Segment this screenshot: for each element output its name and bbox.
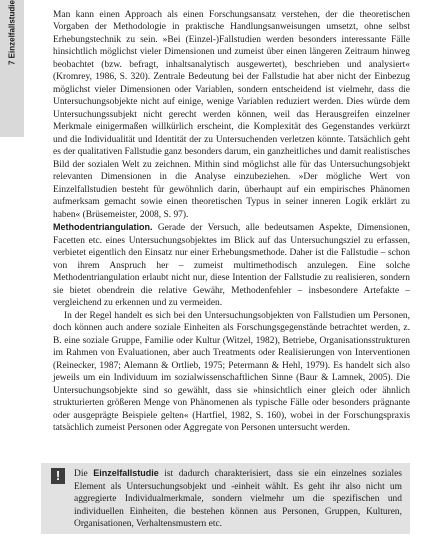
definition-box: [41, 463, 410, 534]
paragraph-untersuchungsobjekte: In der Regel handelt es sich bei den Untersuchungsobjekten von Fallstudien um Personen, doch können auch andere soziale Einheiten als Forschungsgegenstände betrachtet werden, z. B. eine soziale Gruppe, Familie oder Kultur (Witzel, 1982), Betriebe, Organisationsstrukturen im Rahmen von Evaluationen, aber auch Treatments oder Realisierungen von Interventionen (Reinecker, 1987; Alemann & Ortlieb, 1975; Petermann & Hehl, 1979). Es handelt sich also jeweils um ein Individuum im sozialwissenschaftlichen Sinne (Baur & Lamnek, 2005). Die Untersuchungsobjekte sind so gewählt, dass sie »hinsichtlich einer gleich oder ähnlich strukturierten größeren Menge von Phänomenen als typische Fälle oder besonders prägnante oder ausgeprägte Beispiele gelten« (Hartfiel, 1982, S. 160), wobei in der Forschungspraxis tatsächlich zumeist Personen oder Aggregate von Personen untersucht werden.: [53, 310, 410, 433]
paragraph-methodentriangulation: [53, 221, 410, 309]
paragraph-approach: Man kann einen Approach als einen Forschungsansatz verstehen, der die theoretischen Vorgaben der Methodologie in praktische Handlungsanweisungen umsetzt, ohne selbst Erhebungstechnik zu sein. »Bei (Einzel-)Fallstudien werden besonders interessante Fälle hinsichtlich möglichst vieler Dimensionen und zumeist über einen längeren Zeitraum hinweg beobachtet (bzw. befragt, inhaltsanalytisch ausgewertet), beschrieben und analysiert« (Kromrey, 1986, S. 320). Zentrale Bedeutung bei der Fallstudie hat aber nicht der Einbezug möglichst vieler Dimensionen oder Variablen, sondern entscheidend ist vielmehr, dass die Untersuchungsobjekte nicht auf einige, wenige Variablen reduziert werden. Dies würde dem Untersuchungssubjekt nicht gerecht werden können, weil das Herausgreifen einzelner Merkmale einigermaßen willkürlich erscheint, die Komplexität des Gegenstandes verkürzt und die Individualität und Identität der zu Untersuchenden verletzen könnte. Tatsächlich geht es der qualitativen Fallstudie ganz besonders darum, ein ganzheitliches und damit realistisches Bild der sozialen Welt zu zeichnen. Mithin sind möglichst alle für das Untersuchungsobjekt relevanten Dimensionen in die Analyse einzubeziehen. »Der mögliche Wert von Einzelfallstudien besteht für gewöhnlich darin, überhaupt auf ein empirisches Phänomen aufmerksam gemacht sowie einen theoretischen Typus in seiner inneren Logik erklärt zu haben« (Brüsemeister, 2008, S. 97).: [53, 10, 410, 220]
chapter-tab: [0, 0, 24, 137]
definition-text: [74, 467, 402, 531]
definition-term: Einzelfallstudie: [93, 468, 159, 478]
run-in-heading: Methodentriangulation.: [53, 222, 153, 233]
chapter-tab-label: 7 Einzelfallstudie: [7, 0, 17, 65]
exclamation-icon: !: [51, 468, 65, 484]
body-text: [53, 9, 410, 434]
definition-prefix: Die: [74, 469, 94, 479]
definition-body: ist dadurch charakterisiert, dass sie ein einzelnes soziales Element als Untersuchungsobjekt und -einheit wählt. Es geht ihr also nicht um aggregierte Individualmerkmale, sondern vielmehr um die spezifischen und individuellen Einheiten, die bestehen können aus Personen, Gruppen, Kulturen, Organisationen, Verhaltensmustern etc.: [74, 469, 402, 529]
paragraph-text: Gerade der Versuch, alle bedeutsamen Aspekte, Dimensionen, Facetten etc. eines Untersuchungsobjektes im Blick auf das Untersuchungsziel zu erfassen, verbietet eigentlich den Einsatz nur einer Erhebungsmethode. Daher ist die Fallstudie – schon von ihrem Anspruch her – zumeist multimethodisch anzulegen. Eine solche Methodentriangulation erlaubt nicht nur, diese Intention der Fallstudie zu realisieren, sondern sie bietet obendrein die relative Gewähr, Methodenfehler – insbesondere Artefakte – vergleichend zu erkennen und zu vermeiden.: [53, 223, 410, 309]
